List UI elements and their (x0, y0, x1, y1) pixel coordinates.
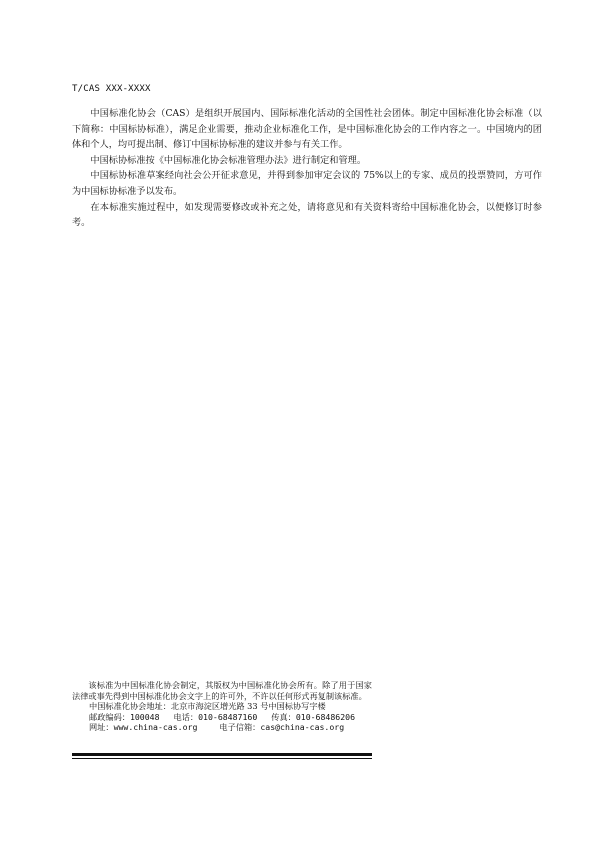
footer-rule-thick (72, 753, 372, 756)
paragraph-approval: 中国标协标准草案经向社会公开征求意见，并得到参加审定会议的 75%以上的专家、成员的投票赞同，方可作为中国标协标准予以发布。 (72, 170, 542, 197)
copyright-notice: 该标准为中国标准化协会制定，其版权为中国标准化协会所有。除了用于国家法律或事先得到中国标准化协会文字上的许可外，不许以任何形式再复制该标准。 (72, 680, 372, 701)
phone-label: 电话： (173, 711, 199, 722)
email-label: 电子信箱： (219, 722, 261, 733)
copyright-notice-block (72, 680, 372, 733)
foreword-body (72, 106, 542, 231)
postcode-phone-fax-line (89, 712, 372, 723)
postcode-label: 邮政编码： (89, 711, 130, 722)
email-link: cas@china-cas.org (260, 722, 345, 733)
paragraph-feedback: 在本标准实施过程中，如发现需要修改或补充之处，请将意见和有关资料寄给中国标准化协会，以便修订时参考。 (72, 201, 542, 229)
paragraph-about-cas: 中国标准化协会（CAS）是组织开展国内、国际标准化活动的全国性社会团体。制定中国标准化协会标准（以下简称：中国标协标准），满足企业需要，推动企业标准化工作，是中国标准化协会的工作内容之一。中国境内的团体和个人，均可提出制、修订中国标协标准的建议并参与有关工作。 (72, 108, 542, 151)
address-line (89, 701, 372, 712)
postcode-value: 100048 (129, 711, 160, 722)
standard-code: T/CAS XXX-XXXX (72, 84, 151, 94)
website-label: 网址： (89, 722, 114, 733)
contact-info (89, 701, 372, 733)
phone-value: 010-68487160 (198, 711, 258, 722)
address-value: 北京市海淀区增光路 33 号中国标协写字楼 (170, 701, 326, 712)
paragraph-management: 中国标协标准按《中国标准化协会标准管理办法》进行制定和管理。 (90, 154, 367, 166)
address-label: 中国标准化协会地址： (89, 701, 171, 712)
fax-value: 010-68486206 (295, 711, 355, 722)
website-link: www.china-cas.org (113, 722, 198, 733)
web-email-line (89, 722, 372, 733)
footer-rule-thin (72, 758, 372, 759)
fax-label: 传真： (271, 711, 296, 722)
